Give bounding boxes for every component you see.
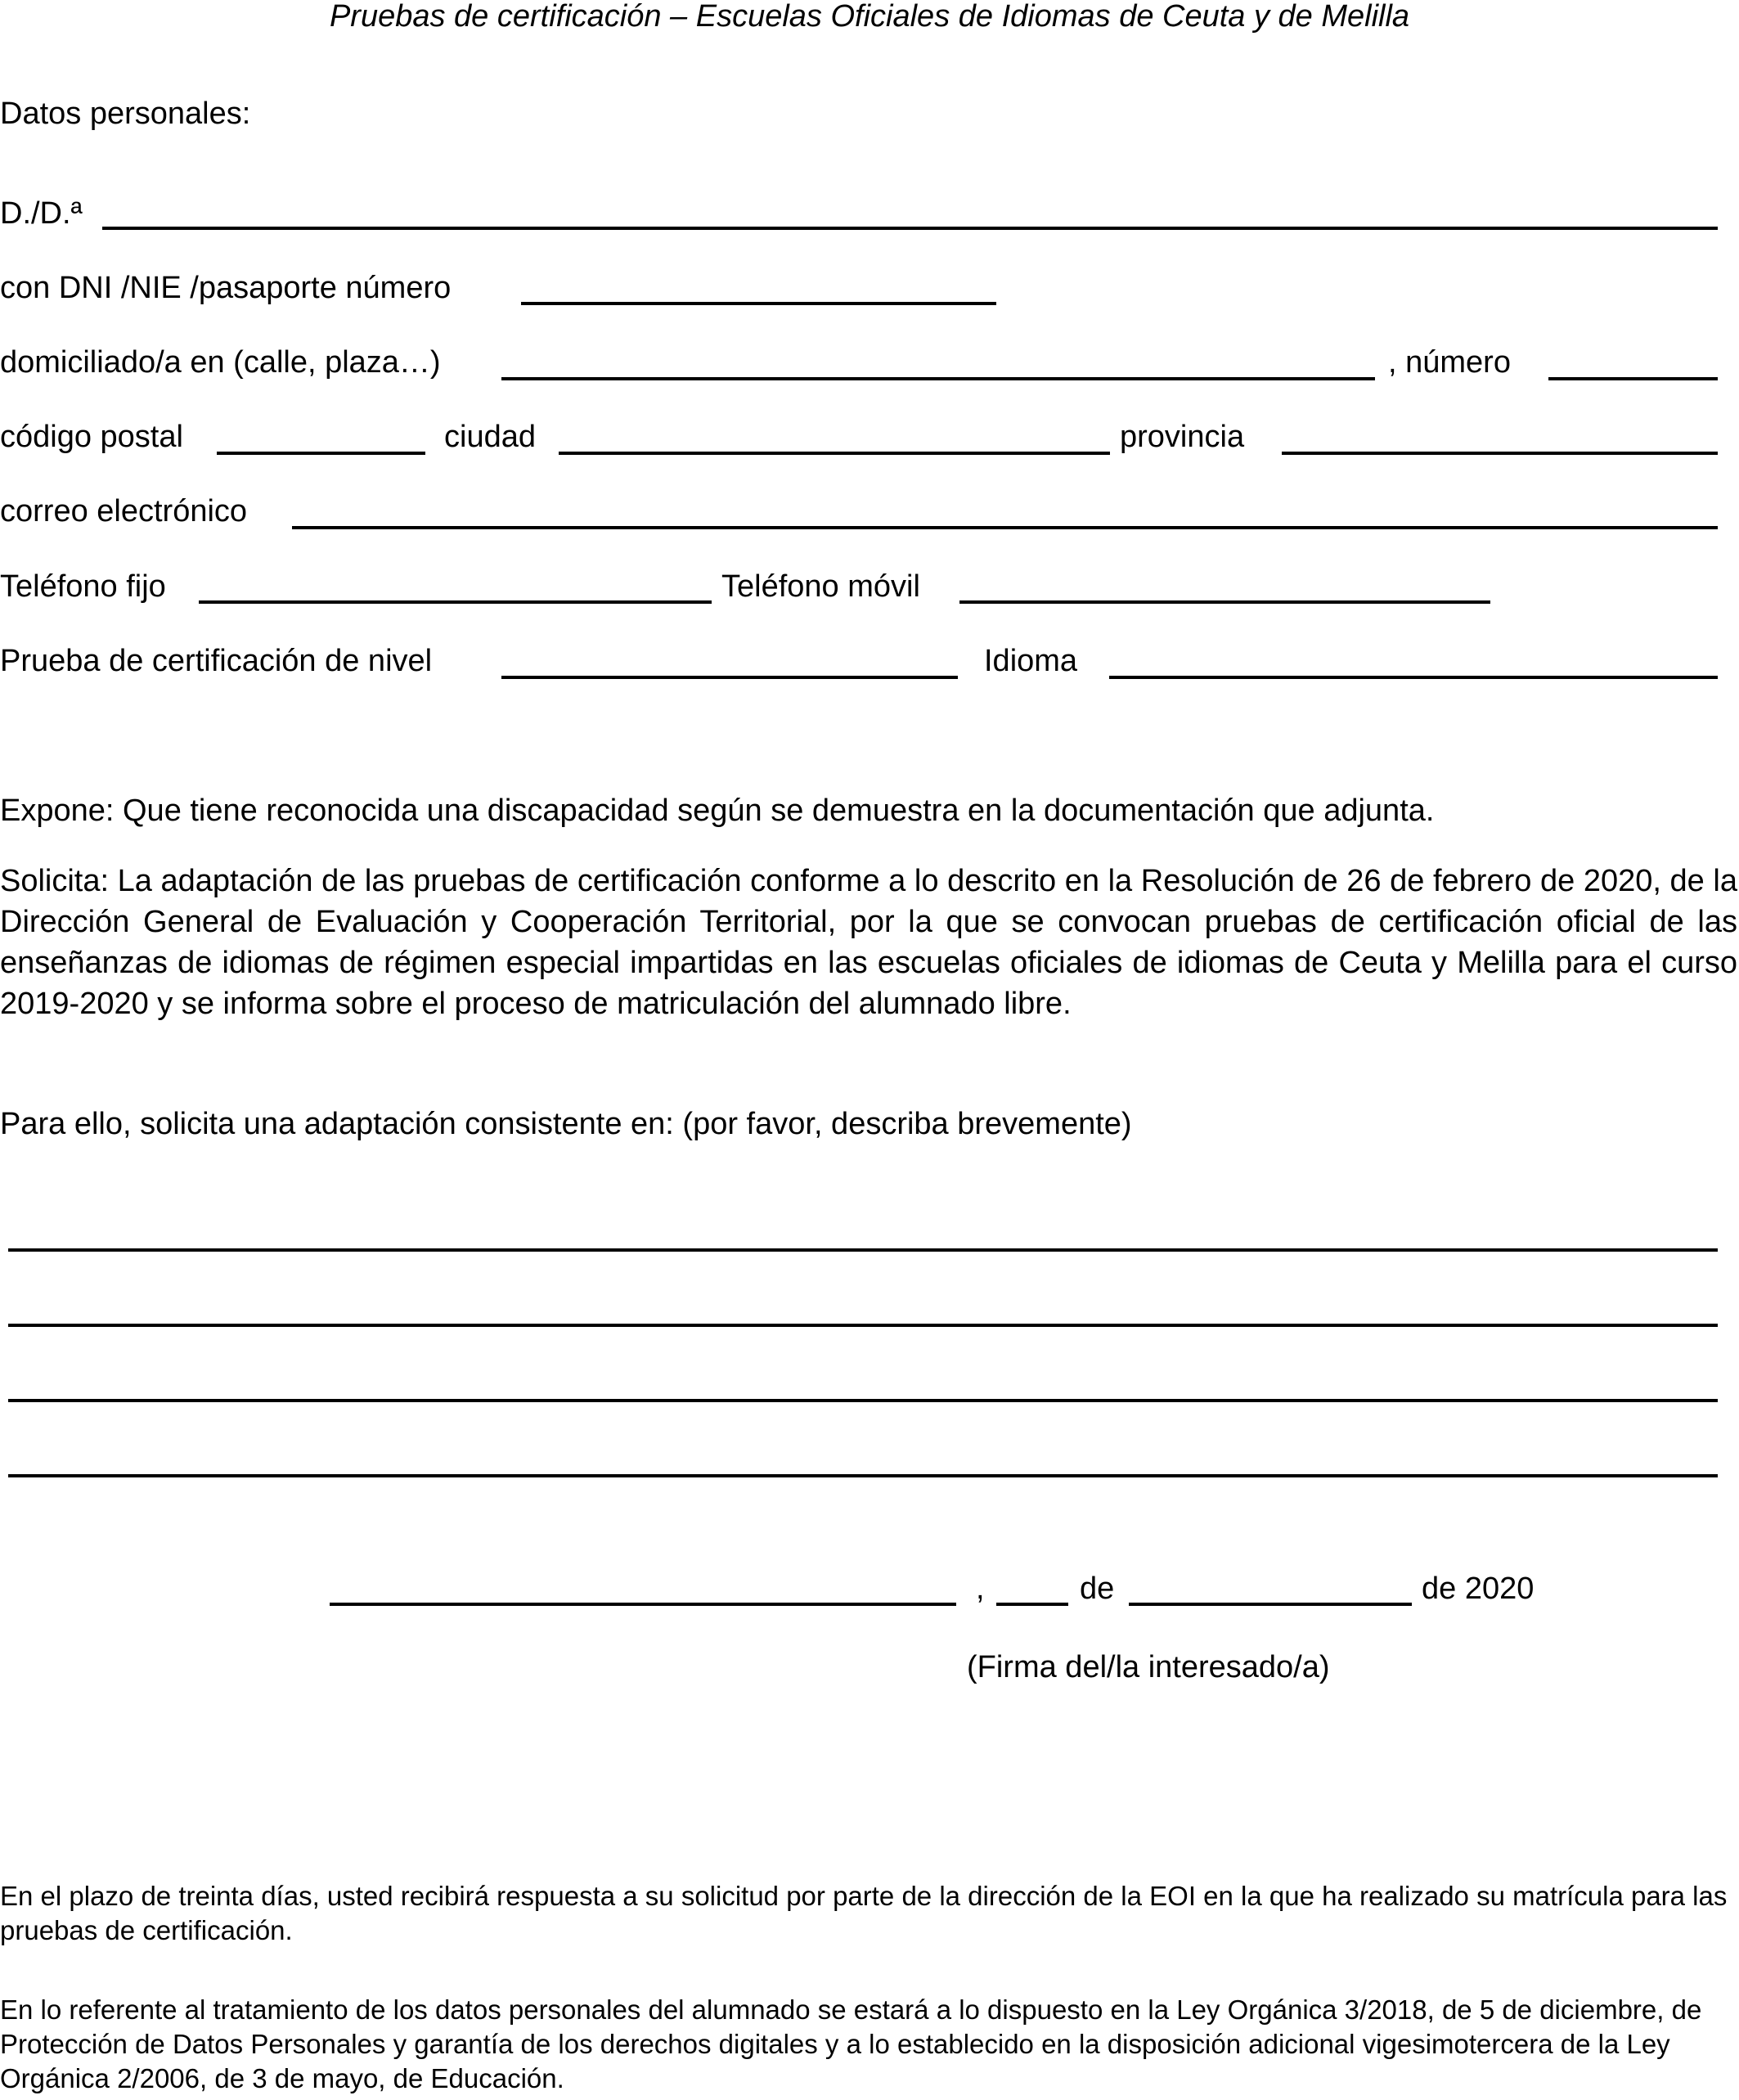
adaptation-prompt: Para ello, solicita una adaptación consistente en: (por favor, describa brevemente) (0, 1107, 1132, 1141)
adaptation-line-3[interactable] (8, 1399, 1718, 1402)
city-field[interactable] (559, 452, 1110, 455)
level-field[interactable] (501, 676, 958, 679)
signature-caption: (Firma del/la interesado/a) (967, 1650, 1330, 1684)
address-label: domiciliado/a en (calle, plaza…) (0, 345, 441, 380)
adaptation-line-4[interactable] (8, 1474, 1718, 1477)
adaptation-line-1[interactable] (8, 1248, 1718, 1252)
province-label: provincia (1120, 420, 1245, 454)
language-label: Idioma (984, 644, 1078, 678)
number-label: , número (1388, 345, 1511, 380)
address-field[interactable] (501, 377, 1375, 380)
name-field[interactable] (102, 227, 1718, 230)
language-field[interactable] (1109, 676, 1718, 679)
data-protection-note: En lo referente al tratamiento de los datos personales del alumnado se estará a lo dispuesto en la Ley Orgánica 3/2018, de 5 de diciembre, de Protección de Datos Personales y garantía de los derechos digitales y a lo establecido en la disposición adicional vigesimotercera de la Ley Orgánica 2/2006, de 3 de mayo, de Educación. (0, 1994, 1702, 2093)
date-comma: , (976, 1572, 985, 1606)
adaptation-line-2[interactable] (8, 1324, 1718, 1327)
postal-code-label: código postal (0, 420, 183, 454)
id-number-field[interactable] (521, 302, 996, 305)
landline-field[interactable] (199, 600, 712, 604)
postal-code-field[interactable] (217, 452, 425, 455)
date-de-label: de (1080, 1572, 1115, 1606)
mobile-field[interactable] (959, 600, 1490, 604)
response-note: En el plazo de treinta días, usted recibirá respuesta a su solicitud por parte de la dirección de la EOI en la que ha realizado su matrícula para las pruebas de certificación. (0, 1881, 1728, 1945)
expone-paragraph: Expone: Que tiene reconocida una discapacidad según se demuestra en la documentación que adjunta. (0, 794, 1435, 828)
place-field[interactable] (330, 1603, 956, 1606)
province-field[interactable] (1282, 452, 1718, 455)
id-label: con DNI /NIE /pasaporte número (0, 271, 452, 305)
email-label: correo electrónico (0, 494, 248, 528)
mobile-label: Teléfono móvil (721, 569, 920, 604)
month-field[interactable] (1129, 1603, 1412, 1606)
landline-label: Teléfono fijo (0, 569, 166, 604)
email-field[interactable] (292, 526, 1718, 529)
solicita-paragraph: Solicita: La adaptación de las pruebas de certificación conforme a lo descrito en la Resolución de 26 de febrero de 2020, de la Dirección General de Evaluación y Cooperación Territorial, por la que se convocan pruebas de certificación oficial de las enseñanzas de idiomas de régimen especial impartidas en las escuelas oficiales de idiomas de Ceuta y Melilla para el curso 2019-2020 y se informa sobre el proceso de matriculación del alumnado libre. (0, 864, 1737, 1021)
section-heading: Datos personales: (0, 97, 251, 131)
page-header: Pruebas de certificación – Escuelas Oficiales de Idiomas de Ceuta y de Melilla (329, 0, 1410, 34)
city-label: ciudad (444, 420, 536, 454)
day-field[interactable] (996, 1603, 1068, 1606)
name-label: D./D.ª (0, 196, 83, 231)
level-label: Prueba de certificación de nivel (0, 644, 433, 678)
date-year-label: de 2020 (1422, 1572, 1535, 1606)
street-number-field[interactable] (1548, 377, 1718, 380)
